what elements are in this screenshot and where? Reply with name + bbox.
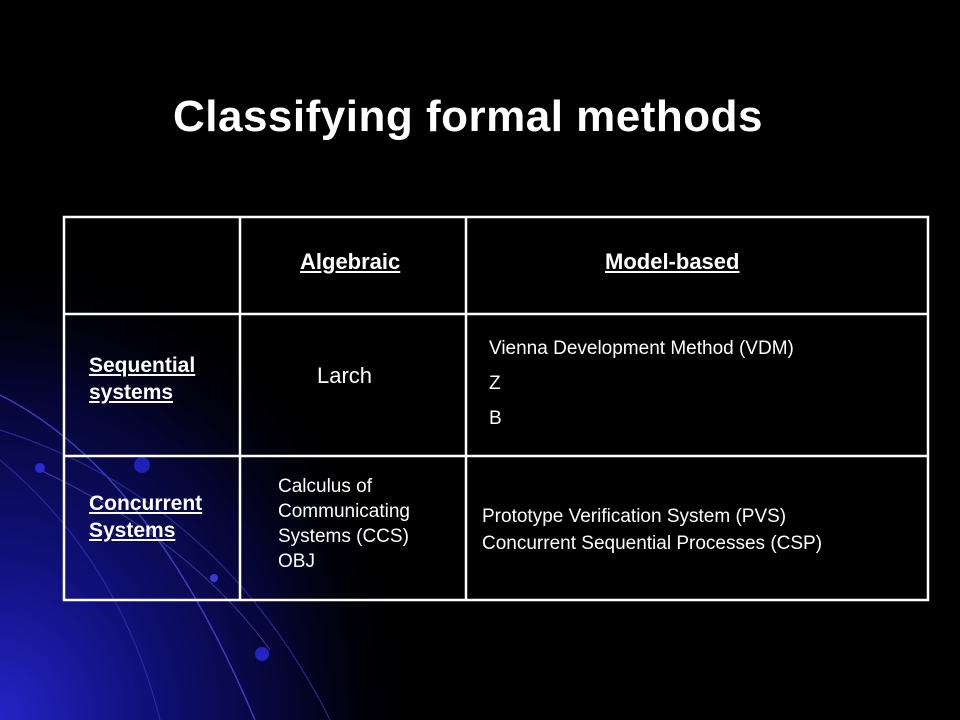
- col-header-model-based: Model-based: [605, 249, 740, 274]
- cell-sequential-algebraic: Larch: [317, 363, 373, 388]
- slide-title: Classifying formal methods: [172, 92, 763, 141]
- col-header-algebraic: Algebraic: [300, 249, 401, 274]
- row-label-sequential: Sequential systems: [89, 354, 196, 404]
- list-item: Concurrent Sequential Processes (CSP): [482, 533, 823, 554]
- cell-sequential-model-based: [489, 335, 794, 432]
- cell-concurrent-algebraic: [278, 474, 410, 574]
- list-item: Communicating: [278, 501, 410, 522]
- row-label-concurrent: Concurrent Systems: [89, 492, 203, 542]
- list-item: Z: [489, 373, 501, 394]
- list-item: Systems (CCS): [278, 526, 409, 547]
- list-item: Prototype Verification System (PVS): [482, 506, 787, 527]
- list-item: B: [489, 408, 502, 429]
- list-item: Vienna Development Method (VDM): [489, 338, 794, 359]
- list-item: Calculus of: [278, 476, 372, 497]
- cell-concurrent-model-based: [482, 503, 822, 557]
- list-item: OBJ: [278, 551, 315, 572]
